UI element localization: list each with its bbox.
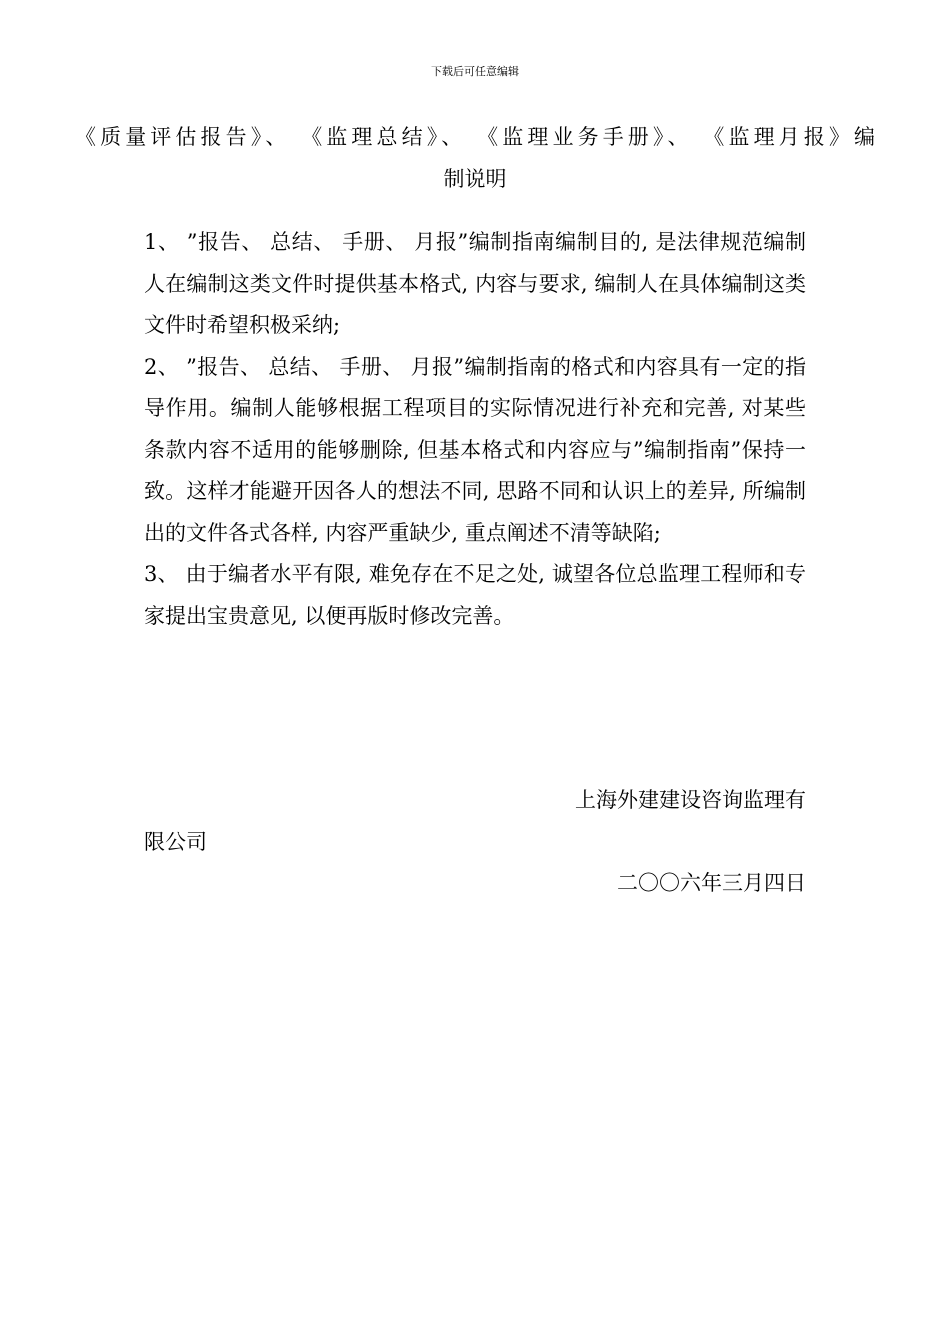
signature-block <box>144 780 806 905</box>
paragraph-3: 3、 由于编者水平有限, 难免存在不足之处, 诚望各位总监理工程师和专家提出宝贵意见, 以便再版时修改完善。 <box>144 562 806 628</box>
paragraph-2: 2、 ”报告、 总结、 手册、 月报”编制指南的格式和内容具有一定的指导作用。编制人能够根据工程项目的实际情况进行补充和完善, 对某些条款内容不适用的能够删除, 但基本格式和内容应与”编制指南”保持一致。这样才能避开因各人的想法不同, 思路不同和认识上的差异, 所编制出的文件各式各样, 内容严重缺少, 重点阐述不清等缺陷; <box>144 354 806 545</box>
signature-date: 二〇〇六年三月四日 <box>617 871 806 895</box>
title-line-1: 《质量评估报告》、 《监理总结》、 《监理业务手册》、 《监理月报》编 <box>75 125 875 149</box>
document-title <box>75 116 875 200</box>
document-body <box>144 222 806 637</box>
signature-company-line-1: 上海外建建设咨询监理有 <box>575 788 806 812</box>
header-note: 下载后可任意编辑 <box>431 65 519 78</box>
paragraph-1: 1、 ”报告、 总结、 手册、 月报”编制指南编制目的, 是法律规范编制人在编制这类文件时提供基本格式, 内容与要求, 编制人在具体编制这类文件时希望积极采纳; <box>144 230 806 337</box>
signature-company-line-2: 限公司 <box>144 829 207 854</box>
title-line-2: 制说明 <box>443 167 507 191</box>
